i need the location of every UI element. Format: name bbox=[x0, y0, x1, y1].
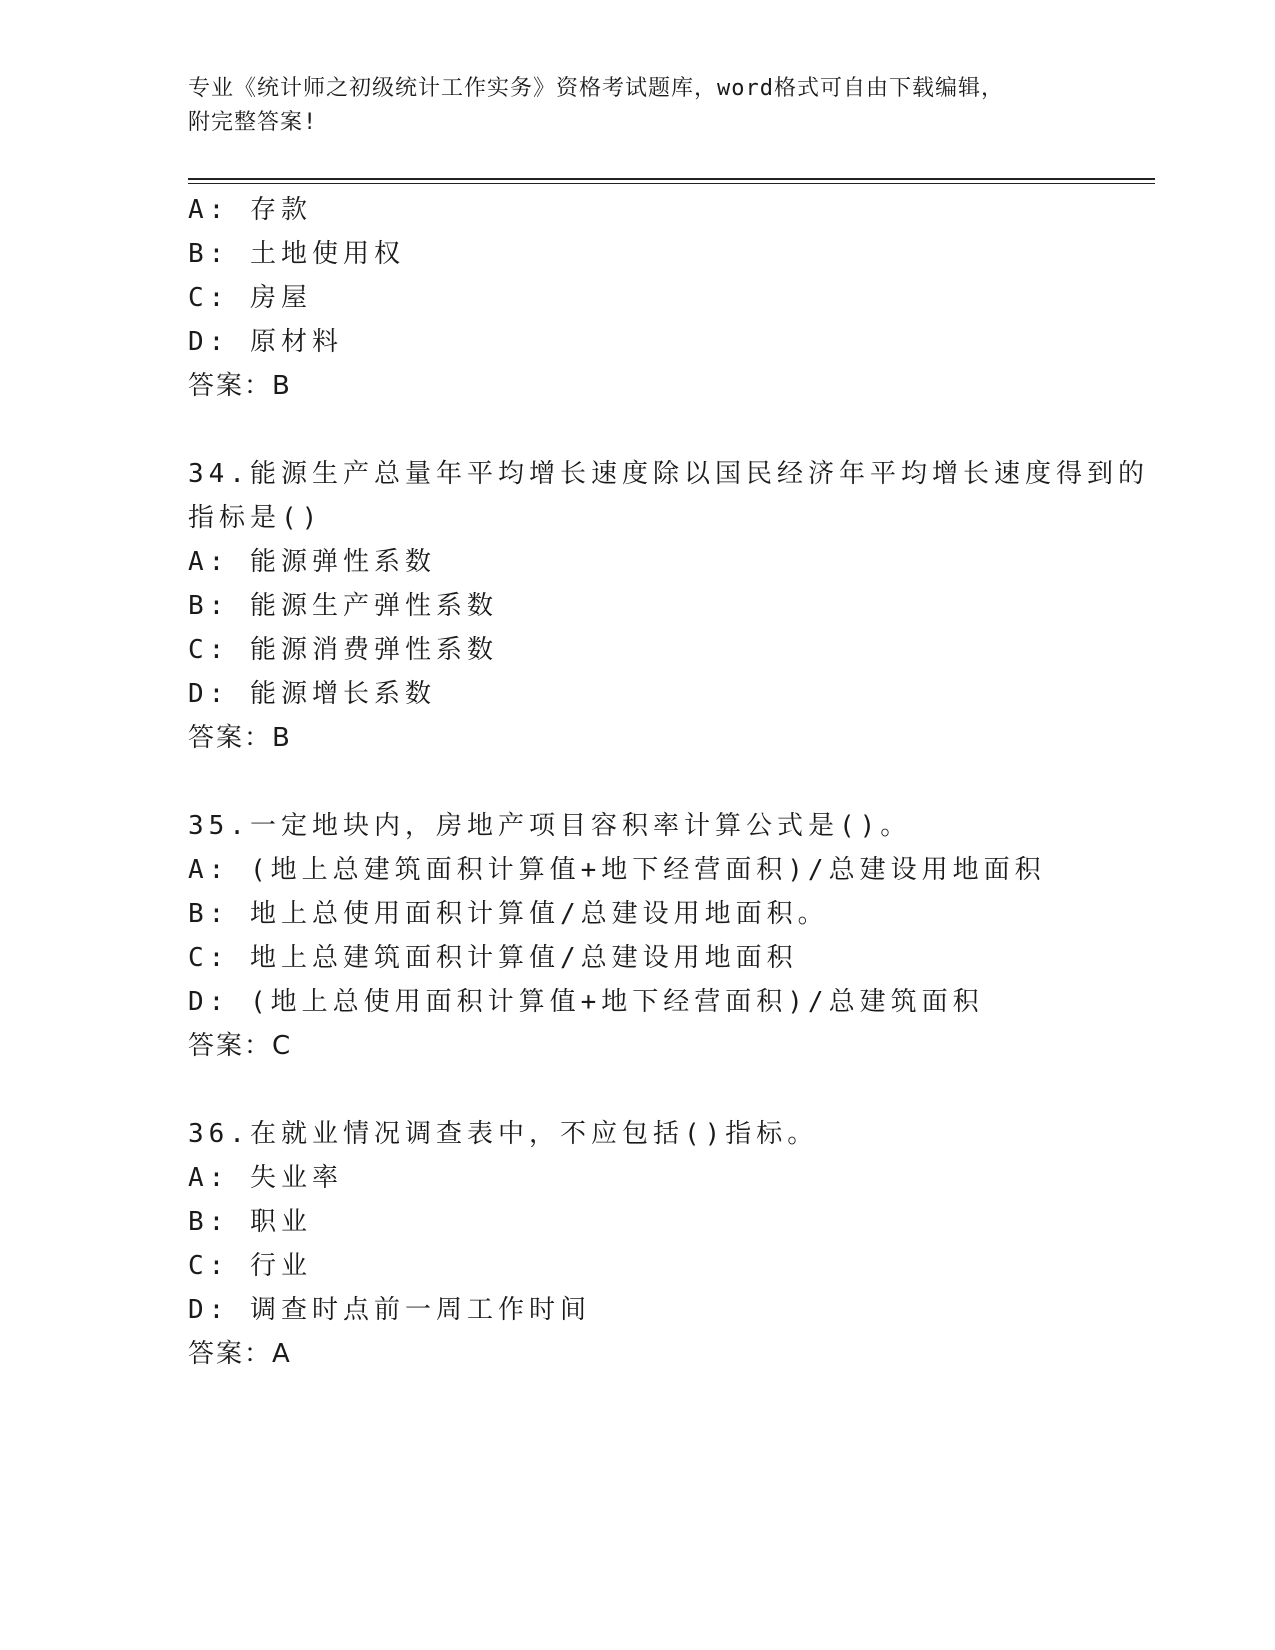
q36-answer: 答案：A bbox=[188, 1339, 292, 1369]
q34-answer: 答案：B bbox=[188, 723, 292, 753]
q33-option-b: B: 土地使用权 bbox=[188, 239, 405, 269]
q33-option-a: A: 存款 bbox=[188, 195, 312, 225]
q33-answer: 答案：B bbox=[188, 371, 292, 401]
q33-option-d: D: 原材料 bbox=[188, 327, 343, 357]
q36-option-d: D: 调查时点前一周工作时间 bbox=[188, 1295, 591, 1325]
q35-option-b: B: 地上总使用面积计算值/总建设用地面积。 bbox=[188, 899, 829, 929]
q36-option-c: C: 行业 bbox=[188, 1251, 312, 1281]
q34-stem-line-2: 指标是() bbox=[188, 503, 323, 533]
q36-stem: 36.在就业情况调查表中，不应包括()指标。 bbox=[188, 1119, 819, 1149]
q34-option-a: A: 能源弹性系数 bbox=[188, 547, 436, 577]
q35-answer: 答案：C bbox=[188, 1031, 293, 1061]
q33-option-c: C: 房屋 bbox=[188, 283, 312, 313]
q34-option-b: B: 能源生产弹性系数 bbox=[188, 591, 498, 621]
q35-stem: 35.一定地块内，房地产项目容积率计算公式是()。 bbox=[188, 811, 912, 841]
q36-option-b: B: 职业 bbox=[188, 1207, 312, 1237]
q34-stem-line-1: 34.能源生产总量年平均增长速度除以国民经济年平均增长速度得到的 bbox=[188, 459, 1149, 489]
q34-option-c: C: 能源消费弹性系数 bbox=[188, 635, 498, 665]
q35-option-a: A: (地上总建筑面积计算值+地下经营面积)/总建设用地面积 bbox=[188, 855, 1046, 885]
q35-option-c: C: 地上总建筑面积计算值/总建设用地面积 bbox=[188, 943, 798, 973]
document-header bbox=[188, 72, 1068, 140]
header-line-2: 附完整答案! bbox=[188, 110, 318, 135]
q35-option-d: D: (地上总使用面积计算值+地下经营面积)/总建筑面积 bbox=[188, 987, 984, 1017]
header-divider bbox=[188, 178, 1155, 184]
q36-option-a: A: 失业率 bbox=[188, 1163, 343, 1193]
header-line-1: 专业《统计师之初级统计工作实务》资格考试题库，word格式可自由下载编辑， bbox=[188, 76, 1004, 101]
q34-option-d: D: 能源增长系数 bbox=[188, 679, 436, 709]
